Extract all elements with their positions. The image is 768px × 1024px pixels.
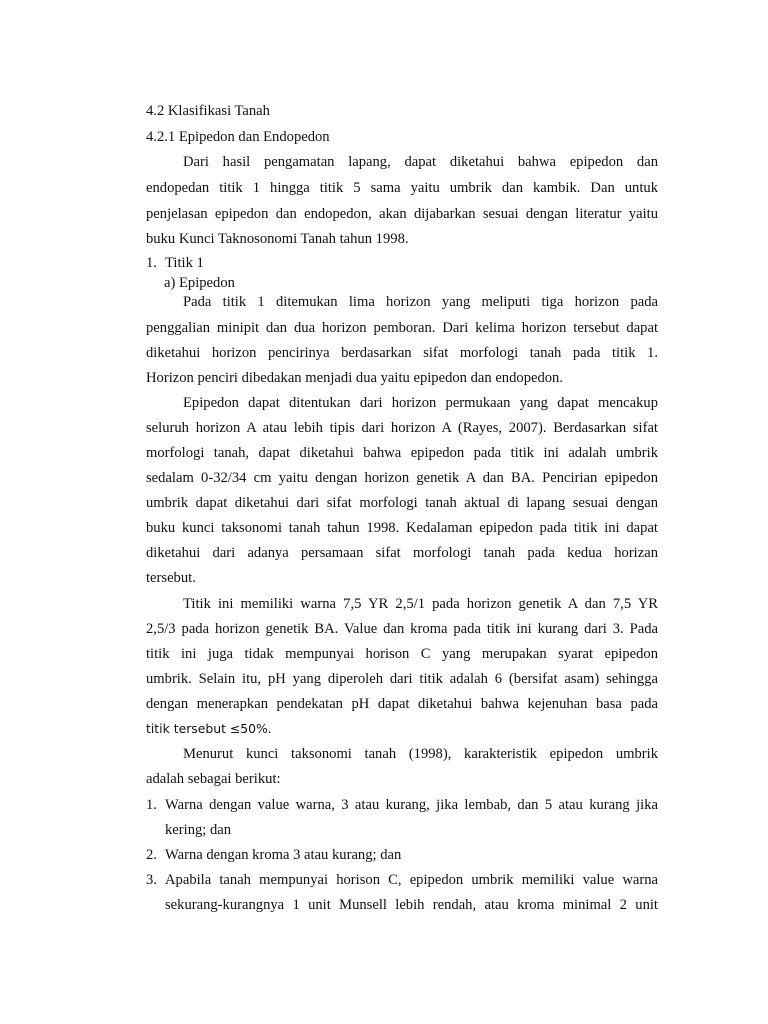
- paragraph-line: buku kunci taksonomi tanah tahun 1998. Kedalaman epipedon pada titik ini dapat: [146, 520, 658, 536]
- section-heading: 4.2 Klasifikasi Tanah: [146, 103, 270, 119]
- paragraph-line: titik tersebut ≤50%.: [146, 721, 272, 736]
- subsection-heading: 4.2.1 Epipedon dan Endopedon: [146, 129, 330, 145]
- paragraph-line: umbrik. Selain itu, pH yang diperoleh dari titik adalah 6 (bersifat asam) sehingga: [146, 671, 658, 687]
- paragraph-line: adalah sebagai berikut:: [146, 771, 281, 787]
- paragraph-line: dengan menerapkan pendekatan pH dapat diketahui bahwa kejenuhan basa pada: [146, 696, 658, 712]
- intro-line: Dari hasil pengamatan lapang, dapat diketahui bahwa epipedon dan: [183, 154, 658, 170]
- paragraph-line: seluruh horizon A atau lebih tipis dari horizon A (Rayes, 2007). Berdasarkan sifat: [146, 420, 658, 436]
- paragraph-line: Titik ini memiliki warna 7,5 YR 2,5/1 pada horizon genetik A dan 7,5 YR: [183, 596, 658, 612]
- paragraph-line: sedalam 0-32/34 cm yaitu dengan horizon genetik A dan BA. Pencirian epipedon: [146, 470, 658, 486]
- paragraph-line: diketahui horizon pencirinya berdasarkan sifat morfologi tanah pada titik 1.: [146, 345, 658, 361]
- intro-line: endopedan titik 1 hingga titik 5 sama yaitu umbrik dan kambik. Dan untuk: [146, 180, 658, 196]
- sublist-title: a) Epipedon: [164, 275, 235, 291]
- list-number: 1.: [146, 255, 157, 271]
- criteria-line: Warna dengan value warna, 3 atau kurang, jika lembab, dan 5 atau kurang jika: [165, 797, 658, 813]
- intro-line: penjelasan epipedon dan endopedon, akan dijabarkan sesuai dengan literatur yaitu: [146, 206, 658, 222]
- criteria-line: Warna dengan kroma 3 atau kurang; dan: [165, 847, 402, 863]
- criteria-number: 2.: [146, 847, 157, 863]
- paragraph-line: diketahui dari adanya persamaan sifat morfologi tanah pada kedua horizan: [146, 545, 658, 561]
- list-title: Titik 1: [165, 255, 204, 271]
- intro-line: buku Kunci Taknosonomi Tanah tahun 1998.: [146, 231, 409, 247]
- paragraph-line: titik ini juga tidak mempunyai horison C yang merupakan syarat epipedon: [146, 646, 658, 662]
- paragraph-line: 2,5/3 pada horizon genetik BA. Value dan kroma pada titik ini kurang dari 3. Pada: [146, 621, 658, 637]
- paragraph-line: tersebut.: [146, 570, 196, 586]
- paragraph-line: Menurut kunci taksonomi tanah (1998), karakteristik epipedon umbrik: [183, 746, 658, 762]
- criteria-line: Apabila tanah mempunyai horison C, epipedon umbrik memiliki value warna: [165, 872, 658, 888]
- paragraph-line: Epipedon dapat ditentukan dari horizon permukaan yang dapat mencakup: [183, 395, 658, 411]
- criteria-number: 3.: [146, 872, 157, 888]
- paragraph-line: Pada titik 1 ditemukan lima horizon yang meliputi tiga horizon pada: [183, 294, 658, 310]
- criteria-line: kering; dan: [165, 822, 232, 838]
- paragraph-line: morfologi tanah, dapat diketahui bahwa epipedon pada titik ini adalah umbrik: [146, 445, 658, 461]
- criteria-line: sekurang-kurangnya 1 unit Munsell lebih rendah, atau kroma minimal 2 unit: [165, 897, 658, 913]
- paragraph-line: Horizon penciri dibedakan menjadi dua yaitu epipedon dan endopedon.: [146, 370, 564, 386]
- criteria-number: 1.: [146, 797, 157, 813]
- paragraph-line: penggalian minipit dan dua horizon pemboran. Dari kelima horizon tersebut dapat: [146, 320, 658, 336]
- paragraph-line: umbrik dapat diketahui dari sifat morfologi tanah aktual di lapang sesuai dengan: [146, 495, 658, 511]
